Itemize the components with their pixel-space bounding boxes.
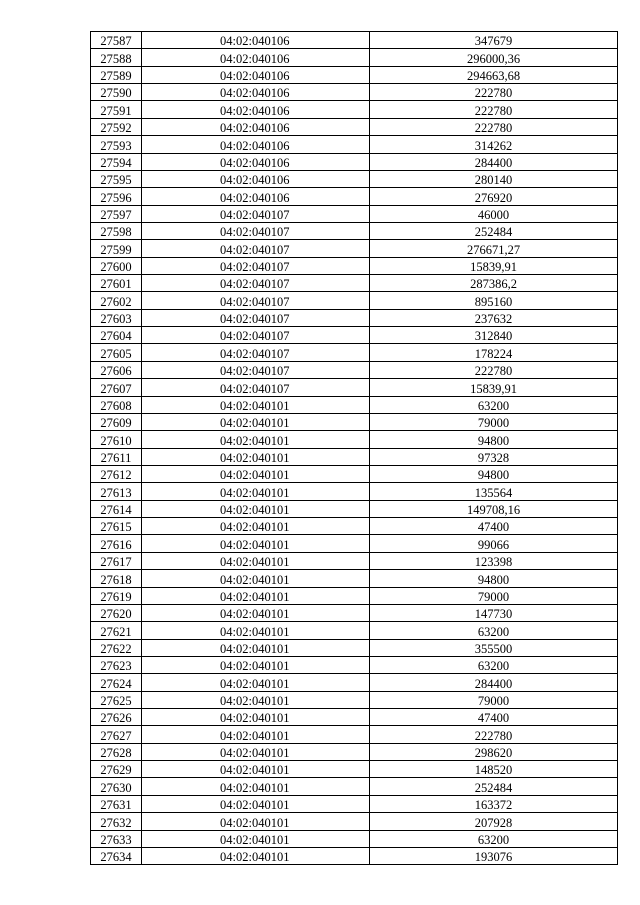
table-row bbox=[91, 674, 618, 691]
row-number-cell: 27598 bbox=[91, 222, 142, 239]
row-number-cell: 27592 bbox=[91, 118, 142, 135]
row-number-cell: 27599 bbox=[91, 240, 142, 257]
table-row bbox=[91, 570, 618, 587]
cadastral-code-cell: 04:02:040107 bbox=[142, 309, 370, 326]
value-text: 94800 bbox=[477, 468, 510, 483]
cadastral-code-cell: 04:02:040106 bbox=[142, 32, 370, 49]
cadastral-code-cell: 04:02:040106 bbox=[142, 66, 370, 83]
row-number-cell: 27623 bbox=[91, 656, 142, 673]
cadastral-code-cell: 04:02:040106 bbox=[142, 101, 370, 118]
value-text: 252484 bbox=[474, 225, 513, 240]
value-cell bbox=[370, 222, 618, 239]
cadastral-code-cell: 04:02:040107 bbox=[142, 275, 370, 292]
cadastral-code-cell: 04:02:040101 bbox=[142, 552, 370, 569]
cadastral-code-cell: 04:02:040101 bbox=[142, 778, 370, 795]
table-row bbox=[91, 257, 618, 274]
cadastral-code-cell: 04:02:040106 bbox=[142, 170, 370, 187]
row-number-cell: 27608 bbox=[91, 396, 142, 413]
table-row bbox=[91, 118, 618, 135]
row-number-cell: 27620 bbox=[91, 604, 142, 621]
value-text: 97328 bbox=[477, 450, 510, 465]
value-cell bbox=[370, 118, 618, 135]
cadastral-code-cell: 04:02:040101 bbox=[142, 448, 370, 465]
value-cell bbox=[370, 275, 618, 292]
value-text: 147730 bbox=[474, 607, 513, 622]
cadastral-code-cell: 04:02:040106 bbox=[142, 84, 370, 101]
row-number-cell: 27609 bbox=[91, 413, 142, 430]
value-cell bbox=[370, 622, 618, 639]
value-text: 149708,16 bbox=[466, 503, 521, 518]
table-row bbox=[91, 344, 618, 361]
table-row bbox=[91, 275, 618, 292]
value-text: 79000 bbox=[477, 589, 510, 604]
value-text: 63200 bbox=[477, 832, 510, 847]
cadastral-code-cell: 04:02:040101 bbox=[142, 413, 370, 430]
table-row bbox=[91, 604, 618, 621]
row-number-cell: 27615 bbox=[91, 518, 142, 535]
value-text: 298620 bbox=[474, 746, 513, 761]
cadastral-code-cell: 04:02:040107 bbox=[142, 222, 370, 239]
value-cell bbox=[370, 500, 618, 517]
value-cell bbox=[370, 431, 618, 448]
cadastral-code-cell: 04:02:040101 bbox=[142, 847, 370, 864]
value-cell bbox=[370, 309, 618, 326]
value-cell bbox=[370, 483, 618, 500]
cadastral-code-cell: 04:02:040107 bbox=[142, 327, 370, 344]
value-text: 15839,91 bbox=[470, 381, 517, 396]
value-text: 222780 bbox=[474, 121, 513, 136]
cadastral-code-cell: 04:02:040101 bbox=[142, 743, 370, 760]
row-number-cell: 27618 bbox=[91, 570, 142, 587]
value-text: 178224 bbox=[474, 346, 513, 361]
value-text: 222780 bbox=[474, 103, 513, 118]
cadastral-code-cell: 04:02:040106 bbox=[142, 136, 370, 153]
table-row bbox=[91, 205, 618, 222]
value-text: 15839,91 bbox=[470, 260, 517, 275]
table-row bbox=[91, 500, 618, 517]
value-cell bbox=[370, 188, 618, 205]
value-text: 314262 bbox=[474, 138, 513, 153]
cadastral-code-cell: 04:02:040106 bbox=[142, 188, 370, 205]
value-cell bbox=[370, 847, 618, 864]
value-cell bbox=[370, 292, 618, 309]
row-number-cell: 27605 bbox=[91, 344, 142, 361]
table-row bbox=[91, 396, 618, 413]
cadastral-code-cell: 04:02:040101 bbox=[142, 518, 370, 535]
cadastral-code-cell: 04:02:040101 bbox=[142, 431, 370, 448]
value-cell bbox=[370, 136, 618, 153]
value-cell bbox=[370, 379, 618, 396]
row-number-cell: 27607 bbox=[91, 379, 142, 396]
table-row bbox=[91, 518, 618, 535]
value-cell bbox=[370, 830, 618, 847]
table-row bbox=[91, 761, 618, 778]
value-cell bbox=[370, 101, 618, 118]
cadastral-code-cell: 04:02:040101 bbox=[142, 674, 370, 691]
value-cell bbox=[370, 66, 618, 83]
value-text: 193076 bbox=[474, 850, 513, 865]
table-row bbox=[91, 465, 618, 482]
value-text: 895160 bbox=[474, 294, 513, 309]
cadastral-code-cell: 04:02:040101 bbox=[142, 691, 370, 708]
value-text: 63200 bbox=[477, 398, 510, 413]
value-cell bbox=[370, 465, 618, 482]
cadastral-code-cell: 04:02:040106 bbox=[142, 153, 370, 170]
value-text: 148520 bbox=[474, 763, 513, 778]
table-row bbox=[91, 535, 618, 552]
value-text: 207928 bbox=[474, 815, 513, 830]
value-cell bbox=[370, 813, 618, 830]
cadastral-code-cell: 04:02:040101 bbox=[142, 587, 370, 604]
value-text: 355500 bbox=[474, 641, 513, 656]
value-cell bbox=[370, 257, 618, 274]
row-number-cell: 27603 bbox=[91, 309, 142, 326]
table-row bbox=[91, 778, 618, 795]
value-text: 222780 bbox=[474, 728, 513, 743]
value-cell bbox=[370, 535, 618, 552]
row-number-cell: 27600 bbox=[91, 257, 142, 274]
value-text: 284400 bbox=[474, 676, 513, 691]
table-row bbox=[91, 552, 618, 569]
value-cell bbox=[370, 32, 618, 49]
value-text: 276920 bbox=[474, 190, 513, 205]
value-text: 312840 bbox=[474, 329, 513, 344]
cadastral-code-cell: 04:02:040101 bbox=[142, 465, 370, 482]
row-number-cell: 27628 bbox=[91, 743, 142, 760]
value-text: 79000 bbox=[477, 694, 510, 709]
cadastral-code-cell: 04:02:040101 bbox=[142, 396, 370, 413]
table-row bbox=[91, 431, 618, 448]
row-number-cell: 27630 bbox=[91, 778, 142, 795]
value-text: 222780 bbox=[474, 364, 513, 379]
table-row bbox=[91, 813, 618, 830]
table-row bbox=[91, 691, 618, 708]
cadastral-code-cell: 04:02:040101 bbox=[142, 500, 370, 517]
table-row bbox=[91, 622, 618, 639]
table-row bbox=[91, 639, 618, 656]
value-text: 222780 bbox=[474, 86, 513, 101]
value-cell bbox=[370, 170, 618, 187]
value-text: 94800 bbox=[477, 572, 510, 587]
cadastral-code-cell: 04:02:040107 bbox=[142, 344, 370, 361]
value-cell bbox=[370, 448, 618, 465]
cadastral-code-cell: 04:02:040101 bbox=[142, 570, 370, 587]
table-row bbox=[91, 84, 618, 101]
table-row bbox=[91, 153, 618, 170]
table-row bbox=[91, 222, 618, 239]
row-number-cell: 27601 bbox=[91, 275, 142, 292]
cadastral-code-cell: 04:02:040106 bbox=[142, 118, 370, 135]
row-number-cell: 27593 bbox=[91, 136, 142, 153]
value-cell bbox=[370, 639, 618, 656]
row-number-cell: 27624 bbox=[91, 674, 142, 691]
cadastral-code-cell: 04:02:040107 bbox=[142, 379, 370, 396]
value-cell bbox=[370, 795, 618, 812]
value-cell bbox=[370, 240, 618, 257]
row-number-cell: 27590 bbox=[91, 84, 142, 101]
value-text: 296000,36 bbox=[466, 51, 521, 66]
cadastral-code-cell: 04:02:040101 bbox=[142, 535, 370, 552]
value-text: 46000 bbox=[477, 207, 510, 222]
row-number-cell: 27619 bbox=[91, 587, 142, 604]
value-cell bbox=[370, 656, 618, 673]
value-cell bbox=[370, 327, 618, 344]
table-row bbox=[91, 361, 618, 378]
value-cell bbox=[370, 552, 618, 569]
value-cell bbox=[370, 396, 618, 413]
value-text: 135564 bbox=[474, 485, 513, 500]
value-cell bbox=[370, 153, 618, 170]
cadastral-code-cell: 04:02:040107 bbox=[142, 205, 370, 222]
row-number-cell: 27587 bbox=[91, 32, 142, 49]
value-cell bbox=[370, 743, 618, 760]
value-cell bbox=[370, 674, 618, 691]
cadastral-code-cell: 04:02:040107 bbox=[142, 361, 370, 378]
value-text: 237632 bbox=[474, 312, 513, 327]
value-text: 294663,68 bbox=[466, 69, 521, 84]
value-cell bbox=[370, 587, 618, 604]
row-number-cell: 27589 bbox=[91, 66, 142, 83]
value-text: 63200 bbox=[477, 624, 510, 639]
value-text: 99066 bbox=[477, 537, 510, 552]
row-number-cell: 27634 bbox=[91, 847, 142, 864]
cadastral-code-cell: 04:02:040101 bbox=[142, 726, 370, 743]
value-text: 284400 bbox=[474, 155, 513, 170]
row-number-cell: 27627 bbox=[91, 726, 142, 743]
value-cell bbox=[370, 49, 618, 66]
cadastral-code-cell: 04:02:040101 bbox=[142, 795, 370, 812]
table-row bbox=[91, 448, 618, 465]
value-cell bbox=[370, 344, 618, 361]
table-row bbox=[91, 240, 618, 257]
value-text: 94800 bbox=[477, 433, 510, 448]
row-number-cell: 27602 bbox=[91, 292, 142, 309]
row-number-cell: 27591 bbox=[91, 101, 142, 118]
value-text: 287386,2 bbox=[470, 277, 517, 292]
table-row bbox=[91, 309, 618, 326]
row-number-cell: 27614 bbox=[91, 500, 142, 517]
row-number-cell: 27606 bbox=[91, 361, 142, 378]
table-row bbox=[91, 743, 618, 760]
table-row bbox=[91, 726, 618, 743]
data-table bbox=[90, 31, 618, 865]
table-row bbox=[91, 101, 618, 118]
cadastral-code-cell: 04:02:040101 bbox=[142, 813, 370, 830]
cadastral-code-cell: 04:02:040107 bbox=[142, 240, 370, 257]
value-cell bbox=[370, 691, 618, 708]
value-cell bbox=[370, 205, 618, 222]
row-number-cell: 27613 bbox=[91, 483, 142, 500]
table-row bbox=[91, 587, 618, 604]
row-number-cell: 27621 bbox=[91, 622, 142, 639]
row-number-cell: 27595 bbox=[91, 170, 142, 187]
table-row bbox=[91, 66, 618, 83]
table-row bbox=[91, 656, 618, 673]
value-text: 47400 bbox=[477, 711, 510, 726]
cadastral-code-cell: 04:02:040101 bbox=[142, 656, 370, 673]
table-row bbox=[91, 327, 618, 344]
value-text: 280140 bbox=[474, 173, 513, 188]
cadastral-code-cell: 04:02:040107 bbox=[142, 257, 370, 274]
row-number-cell: 27625 bbox=[91, 691, 142, 708]
table-row bbox=[91, 413, 618, 430]
table-row bbox=[91, 379, 618, 396]
table-row bbox=[91, 795, 618, 812]
table-row bbox=[91, 188, 618, 205]
cadastral-code-cell: 04:02:040106 bbox=[142, 49, 370, 66]
value-text: 163372 bbox=[474, 798, 513, 813]
row-number-cell: 27597 bbox=[91, 205, 142, 222]
value-text: 79000 bbox=[477, 416, 510, 431]
table-row bbox=[91, 847, 618, 864]
cadastral-code-cell: 04:02:040107 bbox=[142, 292, 370, 309]
row-number-cell: 27626 bbox=[91, 709, 142, 726]
value-text: 347679 bbox=[474, 34, 513, 49]
cadastral-code-cell: 04:02:040101 bbox=[142, 830, 370, 847]
value-cell bbox=[370, 84, 618, 101]
value-cell bbox=[370, 709, 618, 726]
row-number-cell: 27594 bbox=[91, 153, 142, 170]
table-body bbox=[91, 32, 618, 865]
table-row bbox=[91, 170, 618, 187]
cadastral-code-cell: 04:02:040101 bbox=[142, 761, 370, 778]
table-row bbox=[91, 136, 618, 153]
row-number-cell: 27622 bbox=[91, 639, 142, 656]
cadastral-code-cell: 04:02:040101 bbox=[142, 622, 370, 639]
row-number-cell: 27631 bbox=[91, 795, 142, 812]
value-cell bbox=[370, 518, 618, 535]
value-text: 63200 bbox=[477, 659, 510, 674]
value-cell bbox=[370, 604, 618, 621]
table-row bbox=[91, 830, 618, 847]
cadastral-code-cell: 04:02:040101 bbox=[142, 709, 370, 726]
value-text: 276671,27 bbox=[466, 242, 521, 257]
value-text: 123398 bbox=[474, 555, 513, 570]
cadastral-code-cell: 04:02:040101 bbox=[142, 604, 370, 621]
table-row bbox=[91, 292, 618, 309]
row-number-cell: 27611 bbox=[91, 448, 142, 465]
value-cell bbox=[370, 361, 618, 378]
row-number-cell: 27633 bbox=[91, 830, 142, 847]
value-cell bbox=[370, 761, 618, 778]
cadastral-code-cell: 04:02:040101 bbox=[142, 639, 370, 656]
value-text: 252484 bbox=[474, 780, 513, 795]
row-number-cell: 27617 bbox=[91, 552, 142, 569]
value-cell bbox=[370, 570, 618, 587]
value-cell bbox=[370, 726, 618, 743]
row-number-cell: 27612 bbox=[91, 465, 142, 482]
row-number-cell: 27616 bbox=[91, 535, 142, 552]
value-text: 47400 bbox=[477, 520, 510, 535]
row-number-cell: 27588 bbox=[91, 49, 142, 66]
row-number-cell: 27610 bbox=[91, 431, 142, 448]
table-row bbox=[91, 32, 618, 49]
row-number-cell: 27596 bbox=[91, 188, 142, 205]
value-cell bbox=[370, 778, 618, 795]
table-row bbox=[91, 483, 618, 500]
value-cell bbox=[370, 413, 618, 430]
cadastral-code-cell: 04:02:040101 bbox=[142, 483, 370, 500]
row-number-cell: 27629 bbox=[91, 761, 142, 778]
row-number-cell: 27632 bbox=[91, 813, 142, 830]
table-row bbox=[91, 49, 618, 66]
row-number-cell: 27604 bbox=[91, 327, 142, 344]
table-row bbox=[91, 709, 618, 726]
